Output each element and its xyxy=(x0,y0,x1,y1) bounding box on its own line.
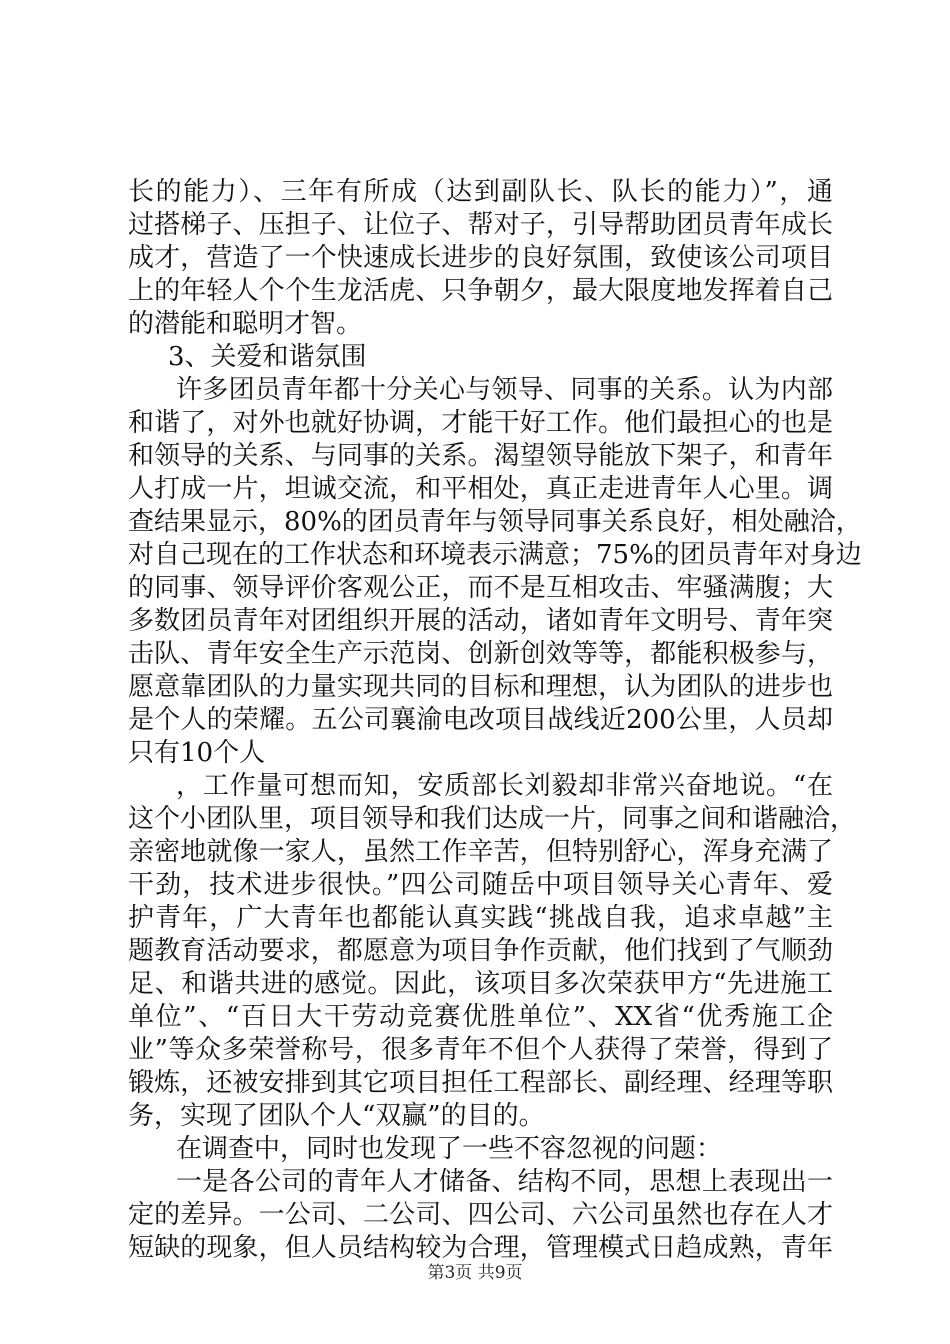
text-line: 过搭梯子、压担子、让位子、帮对子，引导帮助团员青年成长 xyxy=(128,210,833,240)
text-line: 定的差异。一公司、二公司、四公司、六公司虽然也存在人才 xyxy=(128,1200,833,1230)
text-line: 这个小团队里，项目领导和我们达成一片，同事之间和谐融洽， xyxy=(128,804,857,834)
text-line: 务，实现了团队个人“双赢”的目的。 xyxy=(128,1101,545,1131)
text-line: 护青年，广大青年也都能认真实践“挑战自我，追求卓越”主 xyxy=(128,903,833,933)
text-line: 上的年轻人个个生龙活虎、只争朝夕，最大限度地发挥着自己 xyxy=(128,276,833,306)
section-heading: 3、关爱和谐氛围 xyxy=(168,342,367,372)
text-line: ，工作量可想而知，安质部长刘毅却非常兴奋地说。“在 xyxy=(176,771,833,801)
text-line: 和领导的关系、与同事的关系。渴望领导能放下架子，和青年 xyxy=(128,441,833,471)
text-line: 在调查中，同时也发现了一些不容忽视的问题： xyxy=(176,1134,723,1164)
page-number-label: 第3页 共9页 xyxy=(427,1263,523,1283)
text-line: 的同事、领导评价客观公正，而不是互相攻击、牢骚满腹；大 xyxy=(128,573,833,603)
text-line: 许多团员青年都十分关心与领导、同事的关系。认为内部 xyxy=(176,375,833,405)
text-line: 对自己现在的工作状态和环境表示满意；75%的团员青年对身边 xyxy=(128,540,862,570)
text-line: 多数团员青年对团组织开展的活动，诸如青年文明号、青年突 xyxy=(128,606,833,636)
text-line: 愿意靠团队的力量实现共同的目标和理想，认为团队的进步也 xyxy=(128,672,833,702)
text-line: 题教育活动要求，都愿意为项目争作贡献，他们找到了气顺劲 xyxy=(128,936,833,966)
text-line: 单位”、“百日大干劳动竞赛优胜单位”、XX省“优秀施工企 xyxy=(128,1002,833,1032)
text-line: 锻炼，还被安排到其它项目担任工程部长、副经理、经理等职 xyxy=(128,1068,833,1098)
text-line: 足、和谐共进的感觉。因此，该项目多次荣获甲方“先进施工 xyxy=(128,969,833,999)
text-line: 是个人的荣耀。五公司襄渝电改项目战线近200公里，人员却 xyxy=(128,705,833,735)
text-line: 击队、青年安全生产示范岗、创新创效等等，都能积极参与， xyxy=(128,639,833,669)
text-line: 干劲，技术进步很快。”四公司随岳中项目领导关心青年、爱 xyxy=(128,870,833,900)
text-line: 只有10个人 xyxy=(128,738,266,768)
page-footer xyxy=(0,1262,950,1284)
text-line: 长的能力）、三年有所成（达到副队长、队长的能力）”，通 xyxy=(128,177,833,207)
text-line: 短缺的现象，但人员结构较为合理，管理模式日趋成熟，青年 xyxy=(128,1233,833,1263)
text-line: 查结果显示，80%的团员青年与领导同事关系良好，相处融洽， xyxy=(128,507,862,537)
text-line: 一是各公司的青年人才储备、结构不同，思想上表现出一 xyxy=(176,1167,833,1197)
text-line: 亲密地就像一家人，虽然工作辛苦，但特别舒心，浑身充满了 xyxy=(128,837,833,867)
text-line: 和谐了，对外也就好协调，才能干好工作。他们最担心的也是 xyxy=(128,408,833,438)
text-line: 成才，营造了一个快速成长进步的良好氛围，致使该公司项目 xyxy=(128,243,833,273)
document-body xyxy=(128,176,862,1265)
text-line: 的潜能和聪明才智。 xyxy=(128,309,363,339)
text-line: 业”等众多荣誉称号，很多青年不但个人获得了荣誉，得到了 xyxy=(128,1035,833,1065)
text-line: 人打成一片，坦诚交流，和平相处，真正走进青年人心里。调 xyxy=(128,474,833,504)
